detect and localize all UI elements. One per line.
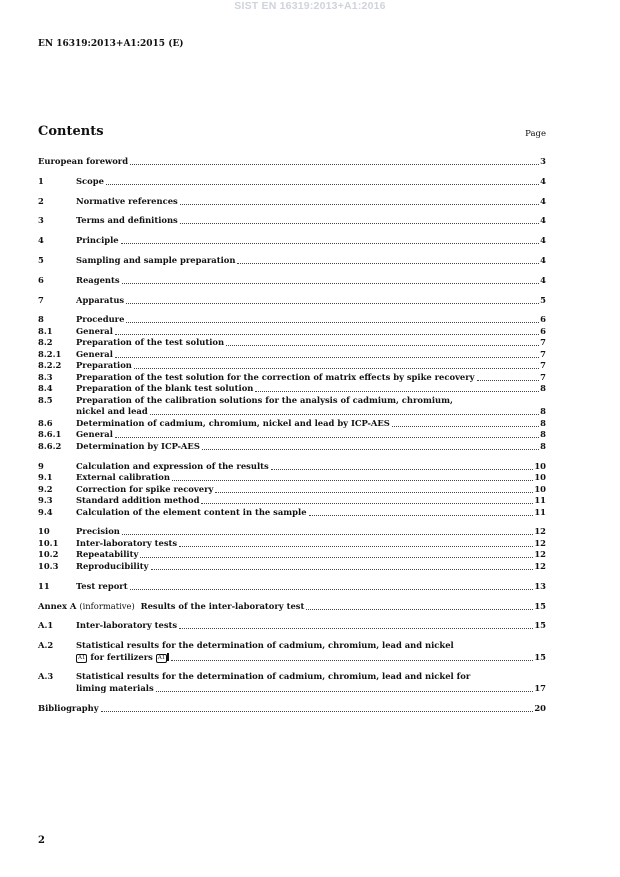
page-column-label: Page: [525, 129, 546, 139]
toc-page: 12: [534, 549, 546, 560]
toc-title: Sampling and sample preparation: [76, 254, 236, 265]
toc-number: 5: [38, 254, 44, 265]
toc-number: 8.1: [38, 325, 53, 336]
toc-entry-8-6[interactable]: [38, 418, 546, 430]
toc-title: Results of the inter-laboratory test: [140, 600, 305, 611]
toc-title: Determination of cadmium, chromium, nickel and lead by ICP-AES: [76, 417, 390, 428]
amendment-bar: [167, 653, 169, 661]
toc-entry-6[interactable]: [38, 275, 546, 287]
toc-number: 8.6.1: [38, 429, 62, 440]
toc-entry-a-3[interactable]: [38, 671, 546, 683]
toc-number: 10.1: [38, 537, 59, 548]
toc-title-continued: for fertilizers: [90, 651, 153, 662]
toc-page: 4: [540, 235, 546, 246]
toc-number: A.2: [38, 640, 54, 651]
toc-title: Preparation of the calibration solutions for the analysis of cadmium, chromium,: [76, 394, 453, 405]
toc-entry-9-3[interactable]: [38, 495, 546, 507]
toc-number: 10.3: [38, 560, 59, 571]
toc-page: 6: [540, 314, 546, 325]
annex-label: Annex A: [38, 600, 77, 611]
toc-title: Reproducibility: [76, 560, 149, 571]
toc-entry-foreword[interactable]: [38, 156, 546, 168]
toc-page: 3: [540, 156, 546, 166]
toc-page: 6: [540, 325, 546, 336]
toc-page: 7: [540, 348, 546, 359]
toc-number: 9: [38, 460, 44, 471]
toc-number: 7: [38, 294, 44, 305]
toc-title: Preparation: [76, 360, 132, 371]
toc-entry-a-3-continued[interactable]: [38, 683, 546, 695]
toc-number: 8.2.1: [38, 348, 62, 359]
annex-type: (informative): [79, 600, 135, 611]
toc-page: 4: [540, 215, 546, 226]
toc-number: 10.2: [38, 549, 59, 560]
toc-title: General: [76, 348, 113, 359]
toc-title: Bibliography: [38, 702, 99, 713]
toc-entry-8-2-1[interactable]: [38, 349, 546, 361]
toc-page: 20: [534, 702, 546, 713]
toc-title: Inter-laboratory tests: [76, 620, 178, 631]
toc-page: 8: [540, 417, 546, 428]
toc-entry-8-5-continued[interactable]: [38, 406, 546, 418]
toc-title: Reagents: [76, 274, 120, 285]
toc-entry-8-3[interactable]: [38, 372, 546, 384]
toc-title: European foreword: [38, 156, 129, 166]
toc-title: Preparation of the test solution: [76, 337, 225, 348]
toc-entry-1[interactable]: [38, 176, 546, 188]
toc-title: Terms and definitions: [76, 215, 178, 226]
toc-page: 12: [534, 526, 546, 537]
table-of-contents: [38, 156, 546, 714]
toc-page: 8: [540, 440, 546, 451]
toc-title: Principle: [76, 235, 119, 246]
toc-number: 10: [38, 526, 50, 537]
toc-page: 4: [540, 195, 546, 206]
toc-title: General: [76, 325, 113, 336]
toc-title: Repeatability: [76, 549, 139, 560]
toc-title: Precision: [76, 526, 120, 537]
toc-number: 2: [38, 195, 44, 206]
toc-page: 4: [540, 274, 546, 285]
toc-page: 15: [534, 620, 546, 631]
toc-entry-a-2-continued[interactable]: [38, 652, 546, 664]
toc-page: 10: [534, 460, 546, 471]
toc-number: A.1: [38, 620, 54, 631]
toc-title: Test report: [76, 580, 128, 591]
toc-title: Determination by ICP-AES: [76, 440, 200, 451]
toc-page: 8: [540, 429, 546, 440]
toc-number: 8.5: [38, 394, 53, 405]
toc-entry-8-6-1[interactable]: [38, 429, 546, 441]
toc-entry-a-1[interactable]: [38, 620, 546, 632]
toc-entry-10-2[interactable]: [38, 549, 546, 561]
toc-entry-10-1[interactable]: [38, 538, 546, 550]
toc-title: Preparation of the test solution for the correction of matrix effects by spike recovery: [76, 371, 475, 382]
toc-title: Scope: [76, 175, 104, 186]
document-id: EN 16319:2013+A1:2015 (E): [38, 39, 184, 49]
toc-page: 12: [534, 537, 546, 548]
contents-heading: Contents: [38, 124, 104, 139]
toc-title: Apparatus: [76, 294, 125, 305]
toc-page: 15: [534, 651, 546, 662]
toc-number: 9.1: [38, 472, 53, 483]
toc-number: 9.3: [38, 495, 53, 506]
toc-number: 8.6.2: [38, 440, 62, 451]
toc-page: 7: [540, 337, 546, 348]
toc-title: Normative references: [76, 195, 178, 206]
toc-number: 9.4: [38, 506, 53, 517]
toc-title: General: [76, 429, 113, 440]
toc-page: 11: [534, 506, 546, 517]
toc-number: 8.3: [38, 371, 53, 382]
toc-entry-8[interactable]: [38, 314, 546, 326]
toc-title: Standard addition method: [76, 495, 200, 506]
toc-entry-8-6-2[interactable]: [38, 441, 546, 453]
toc-page: 4: [540, 254, 546, 265]
toc-entry-3[interactable]: [38, 215, 546, 227]
toc-entry-7[interactable]: [38, 295, 546, 307]
toc-entry-8-2-2[interactable]: [38, 360, 546, 372]
toc-page: 10: [534, 483, 546, 494]
toc-page: 8: [540, 406, 546, 417]
toc-title: Correction for spike recovery: [76, 483, 214, 494]
toc-entry-bibliography[interactable]: [38, 703, 546, 715]
toc-entry-9[interactable]: [38, 461, 546, 473]
toc-page: 5: [540, 294, 546, 305]
toc-title: Calculation and expression of the results: [76, 460, 269, 471]
toc-page: 13: [534, 580, 546, 591]
toc-number: 4: [38, 235, 44, 246]
toc-entry-8-4[interactable]: [38, 383, 546, 395]
toc-page: 11: [534, 495, 546, 506]
toc-entry-11[interactable]: [38, 581, 546, 593]
toc-title: Procedure: [76, 314, 125, 325]
page-number: 2: [38, 835, 45, 846]
toc-entry-5[interactable]: [38, 255, 546, 267]
toc-number: 1: [38, 175, 44, 186]
toc-number: 8: [38, 314, 44, 325]
toc-number: 8.4: [38, 383, 53, 394]
toc-entry-10-3[interactable]: [38, 561, 546, 573]
toc-title: Statistical results for the determination of cadmium, chromium, lead and nickel: [76, 640, 454, 651]
toc-number: 9.2: [38, 483, 53, 494]
toc-title: External calibration: [76, 472, 170, 483]
toc-entry-4[interactable]: [38, 235, 546, 247]
toc-title-continued: liming materials: [76, 682, 154, 693]
toc-entry-2[interactable]: [38, 196, 546, 208]
toc-title: Statistical results for the determination of cadmium, chromium, lead and nickel for: [76, 671, 471, 682]
toc-page: 4: [540, 175, 546, 186]
amendment-end-marker: A1: [157, 654, 166, 661]
toc-page: 15: [534, 600, 546, 611]
toc-page: 7: [540, 360, 546, 371]
toc-page: 12: [534, 560, 546, 571]
toc-entry-annex-a[interactable]: [38, 601, 546, 613]
toc-title-continued: nickel and lead: [76, 406, 148, 417]
toc-entry-9-4[interactable]: [38, 507, 546, 519]
toc-number: A.3: [38, 671, 54, 682]
watermark: SIST EN 16319:2013+A1:2016: [234, 0, 386, 12]
toc-title: Calculation of the element content in the sample: [76, 506, 307, 517]
toc-entry-8-2[interactable]: [38, 337, 546, 349]
toc-number: 6: [38, 274, 44, 285]
toc-page: 17: [534, 682, 546, 693]
toc-entry-9-1[interactable]: [38, 472, 546, 484]
toc-title: Preparation of the blank test solution: [76, 383, 254, 394]
toc-number: 3: [38, 215, 44, 226]
toc-entry-8-5[interactable]: [38, 395, 546, 407]
toc-entry-8-1[interactable]: [38, 326, 546, 338]
toc-number: 8.2.2: [38, 360, 62, 371]
toc-page: 10: [534, 472, 546, 483]
amendment-start-marker: A1: [78, 654, 86, 661]
toc-number: 11: [38, 580, 50, 591]
toc-number: 8.2: [38, 337, 53, 348]
toc-entry-a-2[interactable]: [38, 640, 546, 652]
toc-number: 8.6: [38, 417, 53, 428]
toc-page: 8: [540, 383, 546, 394]
toc-title: Inter-laboratory tests: [76, 537, 178, 548]
toc-entry-10[interactable]: [38, 526, 546, 538]
toc-page: 7: [540, 371, 546, 382]
toc-entry-9-2[interactable]: [38, 484, 546, 496]
